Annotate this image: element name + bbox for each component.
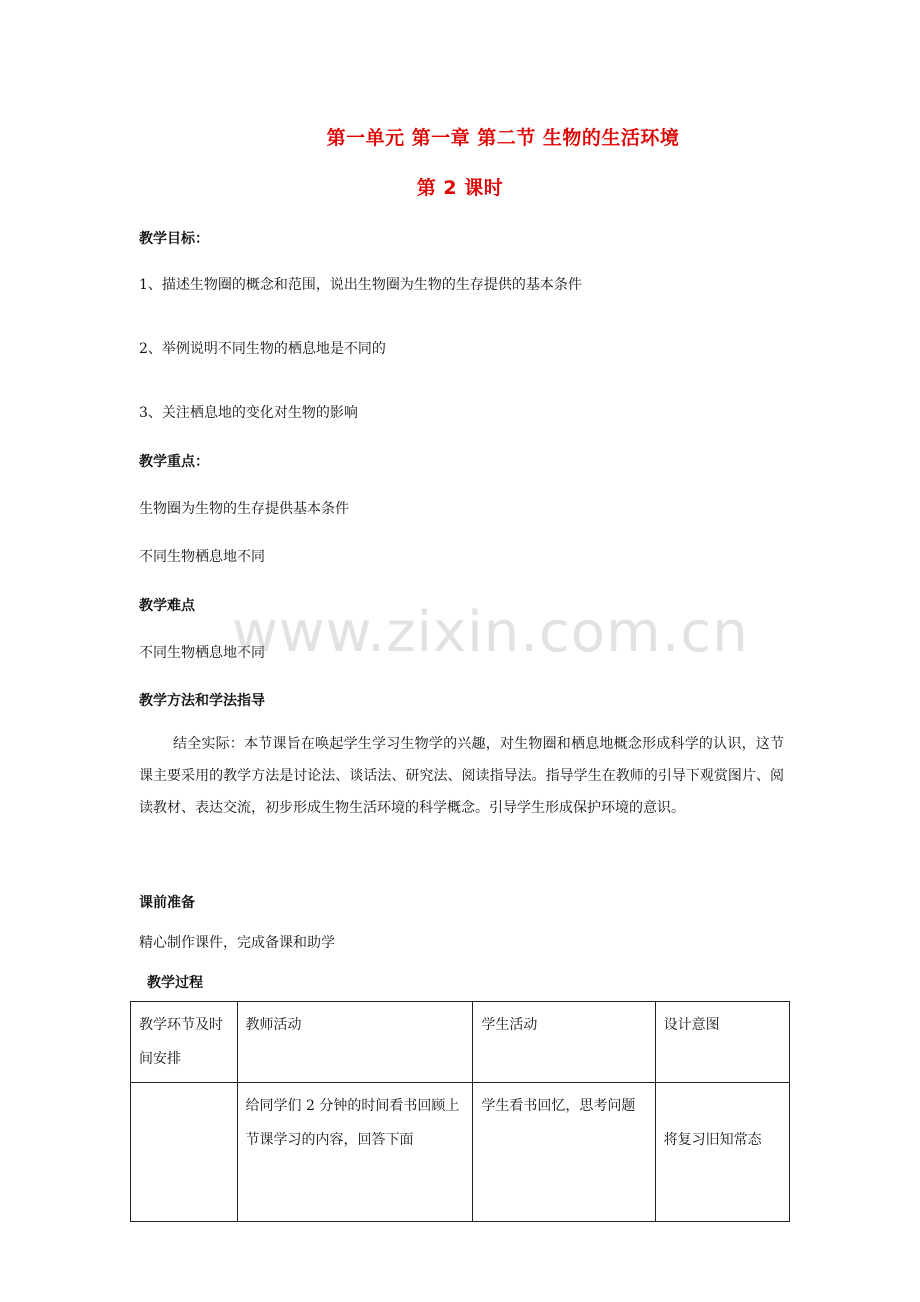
column-header-teacher: 教师活动 — [237, 1002, 473, 1083]
cell-design-intent: 将复习旧知常态 — [655, 1083, 789, 1222]
cell-teacher-activity: 给同学们 2 分钟的时间看书回顾上节课学习的内容，回答下面 — [237, 1083, 473, 1222]
key-point-item-2: 不同生物栖息地不同 — [139, 549, 265, 565]
cell-stage — [131, 1083, 238, 1222]
column-header-stage: 教学环节及时间安排 — [131, 1002, 238, 1083]
watermark: www.zixin.com.cn — [232, 600, 749, 665]
objective-item-3: 3、关注栖息地的变化对生物的影响 — [139, 405, 358, 421]
objectives-heading: 教学目标： — [139, 231, 209, 247]
table-header-row — [131, 1002, 790, 1083]
table-row — [131, 1083, 790, 1222]
preparation-text: 精心制作课件，完成备课和助学 — [139, 935, 335, 951]
column-header-student: 学生活动 — [473, 1002, 655, 1083]
document-title: 第一单元 第一章 第二节 生物的生活环境 — [326, 127, 680, 149]
objective-item-1: 1、描述生物圈的概念和范围，说出生物圈为生物的生存提供的基本条件 — [139, 277, 582, 293]
difficulty-item-1: 不同生物栖息地不同 — [139, 645, 265, 661]
objective-item-2: 2、举例说明不同生物的栖息地是不同的 — [139, 341, 386, 357]
methods-paragraph: 结全实际：本节课旨在唤起学生学习生物学的兴趣，对生物圈和栖息地概念形成科学的认识，这节课主要采用的教学方法是讨论法、谈话法、研究法、阅读指导法。指导学生在教师的引导下观赏图片、阅读教材、表达交流，初步形成生物生活环境的科学概念。引导学生形成保护环境的意识。 — [139, 736, 784, 816]
key-points-heading: 教学重点： — [139, 454, 209, 470]
column-header-intent: 设计意图 — [655, 1002, 789, 1083]
process-heading: 教学过程 — [147, 975, 203, 991]
key-point-item-1: 生物圈为生物的生存提供基本条件 — [139, 501, 349, 517]
methods-heading: 教学方法和学法指导 — [139, 693, 265, 709]
preparation-heading: 课前准备 — [139, 895, 195, 911]
difficulties-heading: 教学难点 — [139, 598, 195, 614]
cell-student-activity: 学生看书回忆，思考问题 — [473, 1083, 655, 1222]
process-table — [130, 1001, 790, 1222]
document-subtitle: 第 2 课时 — [416, 177, 504, 199]
